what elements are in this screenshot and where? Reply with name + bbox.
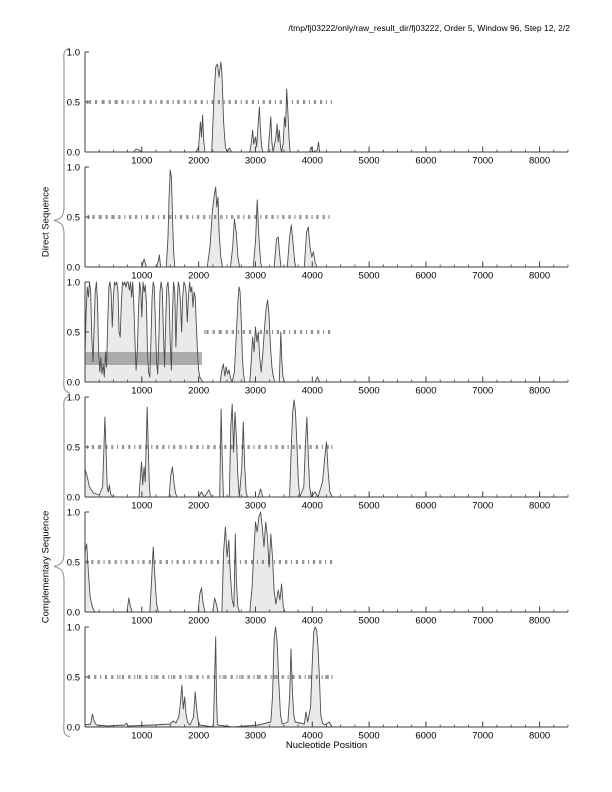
x-tick-label: 5000 (358, 730, 380, 742)
x-tick-label: 5000 (358, 270, 380, 282)
x-tick-label: 1000 (131, 155, 153, 167)
x-tick-label: 6000 (415, 615, 437, 627)
x-tick-label: 3000 (244, 270, 267, 282)
x-tick-label: 2000 (188, 730, 210, 742)
x-tick-label: 8000 (529, 270, 551, 282)
x-tick-label: 8000 (529, 730, 551, 742)
panel-direct-frame-3 (67, 277, 568, 396)
y-tick-label: 0.5 (66, 327, 80, 339)
x-tick-label: 8000 (529, 155, 551, 167)
x-tick-label: 3000 (244, 385, 267, 397)
x-tick-label: 4000 (301, 500, 323, 512)
x-tick-label: 7000 (472, 385, 494, 397)
x-tick-label: 1000 (131, 385, 153, 397)
y-tick-label: 0.5 (66, 442, 80, 454)
x-tick-label: 1000 (131, 615, 153, 627)
x-tick-label: 2000 (188, 500, 210, 512)
x-axis-title: Nucleotide Position (285, 740, 368, 751)
x-tick-label: 5000 (358, 385, 380, 397)
x-tick-label: 5000 (358, 615, 380, 627)
x-tick-label: 4000 (301, 385, 323, 397)
direct-sequence-axis-label: Direct Sequence (40, 186, 52, 258)
y-tick-label: 1.0 (66, 162, 80, 174)
y-tick-label: 0.0 (66, 607, 80, 619)
x-tick-label: 4000 (301, 615, 323, 627)
x-tick-label: 2000 (188, 155, 210, 167)
y-tick-label: 0.0 (66, 262, 80, 274)
x-tick-label: 3000 (244, 500, 267, 512)
y-tick-label: 1.0 (66, 47, 80, 59)
x-tick-label: 8000 (529, 500, 551, 512)
x-tick-label: 8000 (529, 615, 551, 627)
x-tick-label: 3000 (244, 730, 267, 742)
panel-complementary-frame-3 (67, 622, 568, 741)
plot-title: /tmp/fj03222/only/raw_result_dir/fj03222, Order 5, Window 96, Step 12, 2/2 (288, 23, 570, 33)
x-tick-label: 7000 (472, 730, 494, 742)
x-tick-label: 6000 (415, 155, 437, 167)
x-tick-label: 4000 (301, 155, 323, 167)
x-tick-label: 7000 (472, 615, 494, 627)
y-tick-label: 0.5 (66, 212, 80, 224)
panel-complementary-frame-2 (67, 507, 568, 626)
x-tick-label: 1000 (131, 730, 153, 742)
y-tick-label: 0.5 (66, 557, 80, 569)
y-tick-label: 1.0 (66, 277, 80, 289)
x-tick-label: 6000 (415, 730, 437, 742)
y-tick-label: 1.0 (66, 507, 80, 519)
y-tick-label: 0.0 (66, 722, 80, 734)
x-tick-label: 8000 (529, 385, 551, 397)
x-tick-label: 1000 (131, 500, 153, 512)
x-tick-label: 4000 (301, 270, 323, 282)
y-tick-label: 0.0 (66, 147, 80, 159)
x-tick-label: 4000 (301, 730, 323, 742)
panel-direct-frame-1 (67, 47, 568, 166)
x-tick-label: 2000 (188, 270, 210, 282)
probability-trace (85, 62, 332, 152)
probability-trace-fill (85, 62, 332, 152)
probability-trace (85, 512, 332, 612)
x-tick-label: 3000 (244, 155, 267, 167)
y-tick-label: 0.0 (66, 377, 80, 389)
x-tick-label: 2000 (188, 385, 210, 397)
x-tick-label: 7000 (472, 500, 494, 512)
x-tick-label: 7000 (472, 270, 494, 282)
x-tick-label: 6000 (415, 385, 437, 397)
probability-trace-fill (85, 512, 332, 612)
y-tick-label: 0.5 (66, 97, 80, 109)
x-tick-label: 2000 (188, 615, 210, 627)
panel-direct-frame-2 (67, 162, 568, 281)
x-tick-label: 1000 (131, 270, 153, 282)
panel-complementary-frame-1 (67, 392, 568, 511)
x-tick-label: 3000 (244, 615, 267, 627)
x-tick-label: 6000 (415, 270, 437, 282)
y-tick-label: 0.5 (66, 672, 80, 684)
x-tick-label: 5000 (358, 155, 380, 167)
complementary-sequence-axis-label: Complementary Sequence (40, 510, 52, 624)
x-tick-label: 5000 (358, 500, 380, 512)
y-tick-label: 0.0 (66, 492, 80, 504)
x-tick-label: 6000 (415, 500, 437, 512)
y-tick-label: 1.0 (66, 392, 80, 404)
x-tick-label: 7000 (472, 155, 494, 167)
y-tick-label: 1.0 (66, 622, 80, 634)
